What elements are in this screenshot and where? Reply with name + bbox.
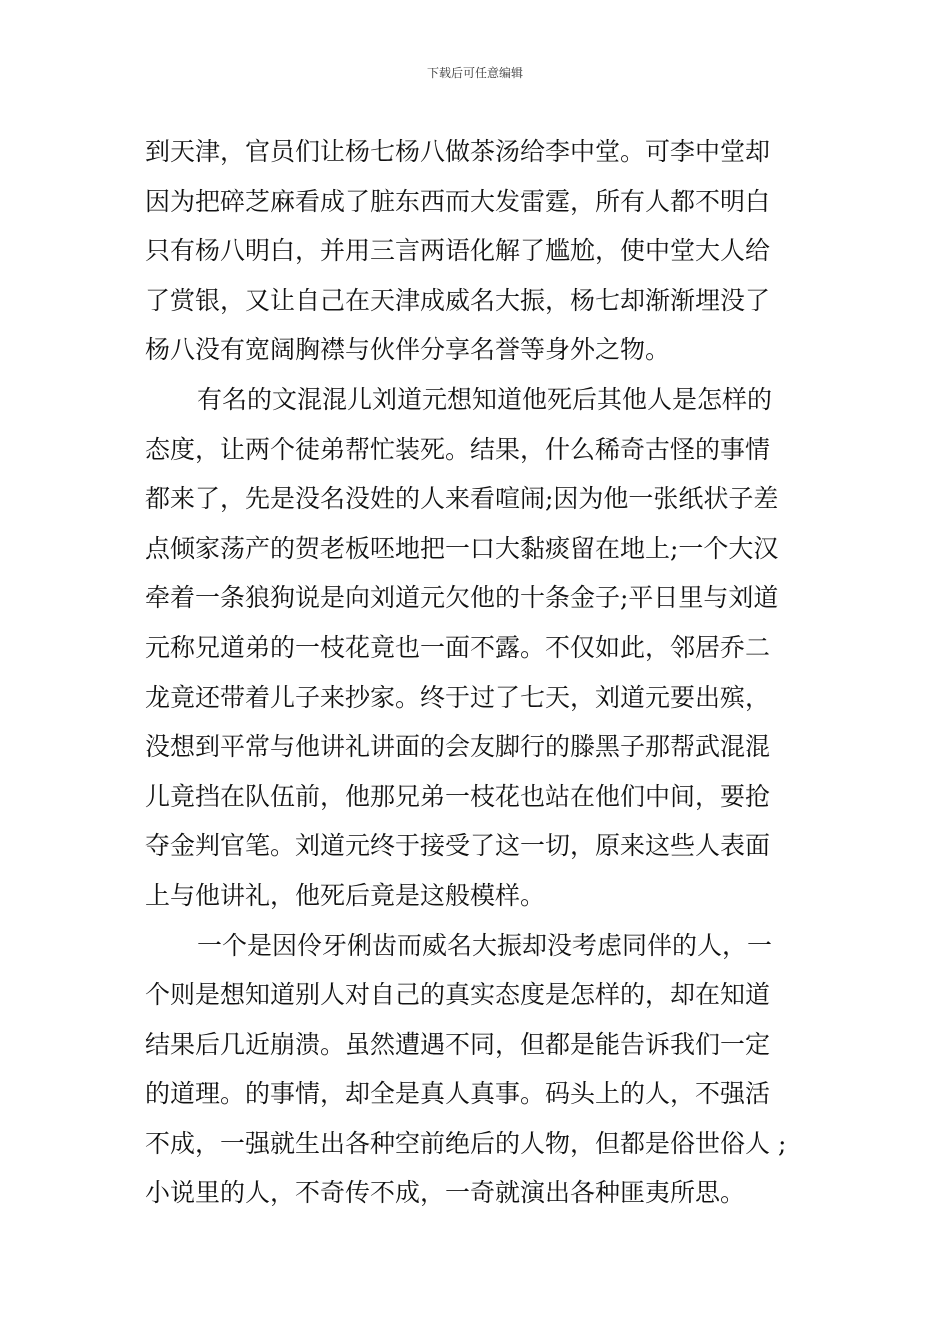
text-line: 只有杨八明白，并用三言两语化解了尴尬，使中堂大人给	[145, 236, 771, 266]
text-line: 个则是想知道别人对自己的真实态度是怎样的，却在知道	[145, 980, 771, 1010]
text-line: 没想到平常与他讲礼讲面的会友脚行的滕黑子那帮武混混	[145, 732, 771, 762]
text-line: 到天津，官员们让杨七杨八做茶汤给李中堂。可李中堂却	[145, 137, 771, 166]
text-line: 因为把碎芝麻看成了脏东西而大发雷霆，所有人都不明白	[145, 186, 771, 216]
document-body	[145, 127, 810, 1218]
page-header: 下载后可任意编辑	[426, 66, 523, 80]
text-line: 元称兄道弟的一枝花竟也一面不露。不仅如此，邻居乔二	[145, 632, 771, 662]
text-line: 杨八没有宽阔胸襟与伙伴分享名誉等身外之物。	[145, 335, 671, 365]
text-line: 有名的文混混儿刘道元想知道他死后其他人是怎样的	[197, 384, 773, 414]
text-line: 上与他讲礼，他死后竟是这般模样。	[145, 880, 546, 910]
text-line: 儿竟挡在队伍前，他那兄弟一枝花也站在他们中间，要抢	[145, 781, 771, 811]
text-line: 夺金判官笔。刘道元终于接受了这一切，原来这些人表面	[145, 831, 771, 861]
text-line: 的道理。的事情，却全是真人真事。码头上的人，不强活	[145, 1079, 771, 1109]
text-line: 牵着一条狼狗说是向刘道元欠他的十条金子;平日里与刘道	[145, 583, 779, 613]
text-line: 了赏银，又让自己在天津成威名大振，杨七却渐渐埋没了	[145, 285, 771, 315]
text-line: 不成，一强就生出各种空前绝后的人物，但都是俗世俗人 ;	[145, 1128, 787, 1158]
text-line: 一个是因伶牙俐齿而威名大振却没考虑同伴的人，一	[197, 930, 773, 960]
paragraph-2	[145, 375, 810, 921]
text-line: 龙竟还带着儿子来抄家。终于过了七天，刘道元要出殡，	[145, 682, 771, 712]
text-line: 点倾家荡产的贺老板呸地把一口大黏痰留在地上;一个大汉	[145, 533, 779, 563]
paragraph-3	[145, 921, 810, 1219]
text-line: 结果后几近崩溃。虽然遭遇不同，但都是能告诉我们一定	[145, 1029, 771, 1059]
paragraph-1	[145, 127, 810, 375]
text-line: 都来了，先是没名没姓的人来看喧闹;因为他一张纸状子差	[145, 484, 779, 514]
text-line: 小说里的人，不奇传不成，一奇就演出各种匪夷所思。	[145, 1178, 746, 1208]
text-line: 态度，让两个徒弟帮忙装死。结果，什么稀奇古怪的事情	[145, 434, 771, 464]
